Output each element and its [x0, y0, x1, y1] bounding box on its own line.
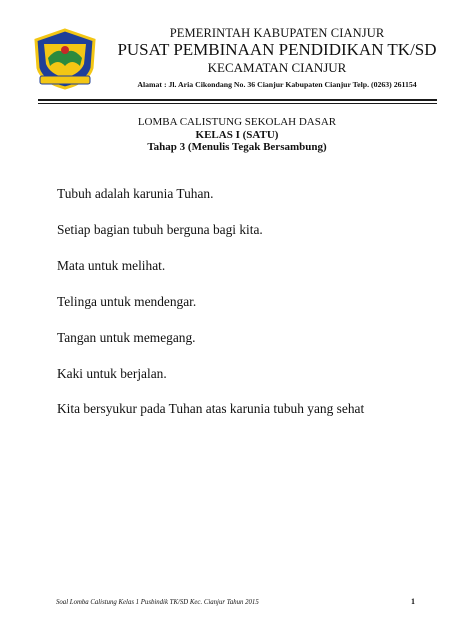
header-rule-thin — [38, 103, 437, 104]
header-rule-thick — [38, 99, 437, 101]
class-title: KELAS I (SATU) — [195, 129, 279, 141]
sentence-line: Tangan untuk memegang. — [57, 330, 196, 345]
sentence-line: Tubuh adalah karunia Tuhan. — [57, 186, 214, 201]
government-name: PEMERINTAH KABUPATEN CIANJUR — [169, 26, 385, 40]
contest-title: LOMBA CALISTUNG SEKOLAH DASAR — [137, 116, 337, 128]
page-number: 1 — [411, 597, 415, 606]
district-name: KECAMATAN CIANJUR — [207, 60, 347, 75]
sentence-line: Setiap bagian tubuh berguna bagi kita. — [57, 222, 263, 237]
sentence-line: Kita bersyukur pada Tuhan atas karunia tubuh yang sehat — [57, 401, 365, 416]
cianjur-emblem-icon — [30, 28, 100, 90]
sentence-line: Kaki untuk berjalan. — [57, 366, 167, 381]
sentence-line: Telinga untuk mendengar. — [57, 294, 197, 309]
address-line: Alamat : Jl. Aria Cikondang No. 36 Cianjur Kabupaten Cianjur Telp. (0263) 261154 — [137, 80, 417, 89]
footer-text: Soal Lomba Calistung Kelas 1 Pusbindik TK/SD Kec. Cianjur Tahun 2015 — [56, 599, 259, 606]
institution-name: PUSAT PEMBINAAN PENDIDIKAN TK/SD — [117, 40, 437, 59]
letterhead — [108, 26, 446, 90]
stage-title: Tahap 3 (Menulis Tegak Bersambung) — [147, 141, 327, 153]
sentence-line: Mata untuk melihat. — [57, 258, 166, 273]
